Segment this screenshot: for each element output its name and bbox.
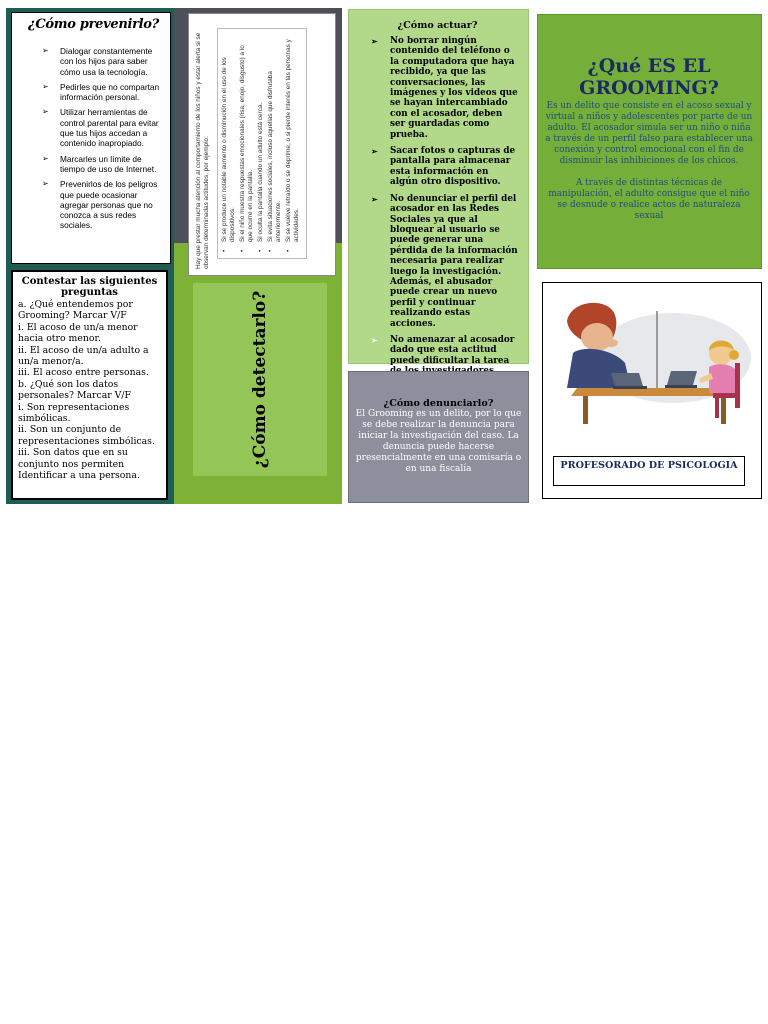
list-item: • Si el niño muestra respuestas emocionales (risa, enojo, disgusto) a lo que ocurre en la pantalla. (239, 45, 254, 252)
how-to-act-title: ¿Cómo actuar? (397, 20, 478, 31)
list-item: • Si oculta la pantalla cuando un adulto está cerca. (257, 102, 264, 252)
question-line: iii. Son datos que en su conjunto nos permiten Identificar a una persona. (18, 447, 140, 482)
question-line: b. ¿Qué son los datos personales? Marcar V/F (18, 378, 131, 402)
how-to-act-panel (348, 9, 529, 364)
list-item: ➢ No borrar ningún contenido del teléfono o la computadora que haya recibido, ya que las conversaciones, las imágenes y los videos que se hayan intercambiado con el acosador, deben ser guardadas como prueba. (371, 36, 518, 140)
list-item: ➢ Dialogar constantemente con los hijos para saber cómo usa la tecnología. (42, 46, 153, 77)
list-item: • Si se produce un notable aumento o disminución en el uso de los dispositivos. (221, 57, 236, 252)
list-item: ➢ Utilizar herramientas de control parental para evitar que tus hijos accedan a contenido inapropiado. (42, 107, 159, 149)
prevention-title: ¿Cómo prevenirlo? (28, 17, 159, 32)
bullet-dot-icon: • (221, 249, 228, 252)
warning-signs-intro: Hay que prestar mucha atención al comportamiento de los niños y estar alerta si se observan determinadas actitudes, por ejemplo: (195, 32, 210, 269)
prevention-panel (11, 12, 171, 264)
how-to-act-list (357, 36, 518, 377)
question-line: a. ¿Qué entendemos por Grooming? Marcar V/F (18, 299, 133, 322)
how-to-report-body: El Grooming es un delito, por lo que se debe realizar la denuncia para iniciar la investigación del caso. La denuncia puede hacerse presencialmente en una comisaría o en una fiscalía (355, 409, 522, 474)
list-item: ➢ No amenazar al acosador dado que esta actitud puede dificultar la tarea (371, 334, 515, 366)
how-to-report-panel (348, 371, 529, 503)
what-is-grooming-title: ¿Qué ES EL GROOMING? (579, 55, 719, 99)
warning-signs-list (217, 28, 307, 259)
bullet-dot-icon: • (267, 249, 274, 252)
bullet-dot-icon: • (239, 249, 246, 252)
list-item: ➢ Sacar fotos o capturas de pantalla para almacenar esta información en algún otro dispositivo. (371, 146, 516, 188)
bullet-dot-icon: • (257, 249, 264, 252)
warning-signs-rotated-content (189, 14, 337, 277)
bullet-dot-icon: • (285, 249, 292, 252)
how-to-report-title: ¿Cómo denunciarlo? (383, 398, 494, 409)
list-item: ➢ No denunciar el perfil del acosador en las Redes Sociales ya que al bloquear al usuario se puede generar una pérdida de la información necesaria para realizar luego la investigación. Además, el abusador puede crear un nuevo perfil y continuar realizando estas acciones. (371, 193, 518, 329)
question-line: iii. El acoso entre personas. (18, 367, 149, 379)
question-line: i. El acoso de un/a menor hacia otro menor. (18, 321, 138, 345)
warning-signs-panel (188, 13, 336, 276)
questions-title: Contestar las siguientes preguntas (21, 276, 158, 298)
arrow-bullet-icon: ➢ (42, 153, 49, 163)
prevention-list (20, 46, 164, 231)
grooming-illustration (553, 293, 753, 428)
arrow-bullet-icon: ➢ (371, 146, 378, 157)
list-item: ➢ Marcarles un límite de tiempo de uso de Internet. (42, 153, 157, 174)
question-line: ii. El acoso de un/a adulto a un/a menor/a. (18, 344, 149, 368)
question-line: ii. Son un conjunto de representaciones simbólicas. (18, 424, 155, 447)
question-line: i. Son representaciones simbólicas. (18, 401, 130, 425)
manipulation-paragraph: A través de distintas técnicas de manipulación, el adulto consigue que el niño se desnude o realice actos de naturaleza sexual (548, 178, 750, 221)
list-item: ➢ Pedirles que no compartan información personal. (42, 81, 160, 103)
arrow-bullet-icon: ➢ (42, 179, 49, 189)
list-item: • Si se vuelve retraído o se deprime, o si pierde interés en las personas y actividades. (285, 39, 300, 252)
list-item: ➢ Prevenirlos de los peligros que puede ocasionar agregar personas que no conozca a sus redes sociales. (42, 179, 158, 231)
course-label: PROFESORADO DE PSICOLOGIA (553, 456, 745, 486)
questions-panel (11, 270, 168, 500)
definition-paragraph: Es un delito que consiste en el acoso sexual y virtual a niños y adolescentes por parte de un adulto. El acosador simula ser un niño o niña a través de un perfil falso para establecer una conexión y control emocional con el fin de disminuir las inhibiciones de los chicos. (545, 101, 753, 166)
arrow-bullet-icon: ➢ (371, 334, 378, 345)
arrow-bullet-icon: ➢ (42, 107, 49, 117)
arrow-bullet-icon: ➢ (42, 46, 49, 55)
what-is-grooming-panel (537, 14, 762, 269)
arrow-bullet-icon: ➢ (371, 36, 378, 46)
arrow-bullet-icon: ➢ (42, 81, 49, 91)
list-item: • Si evita situaciones sociales, incluso aquellas que disfrutaba anteriormente. (267, 71, 282, 252)
detect-title: ¿Cómo detectarlo? (250, 290, 270, 469)
detect-panel (193, 283, 327, 476)
arrow-bullet-icon: ➢ (371, 193, 378, 204)
